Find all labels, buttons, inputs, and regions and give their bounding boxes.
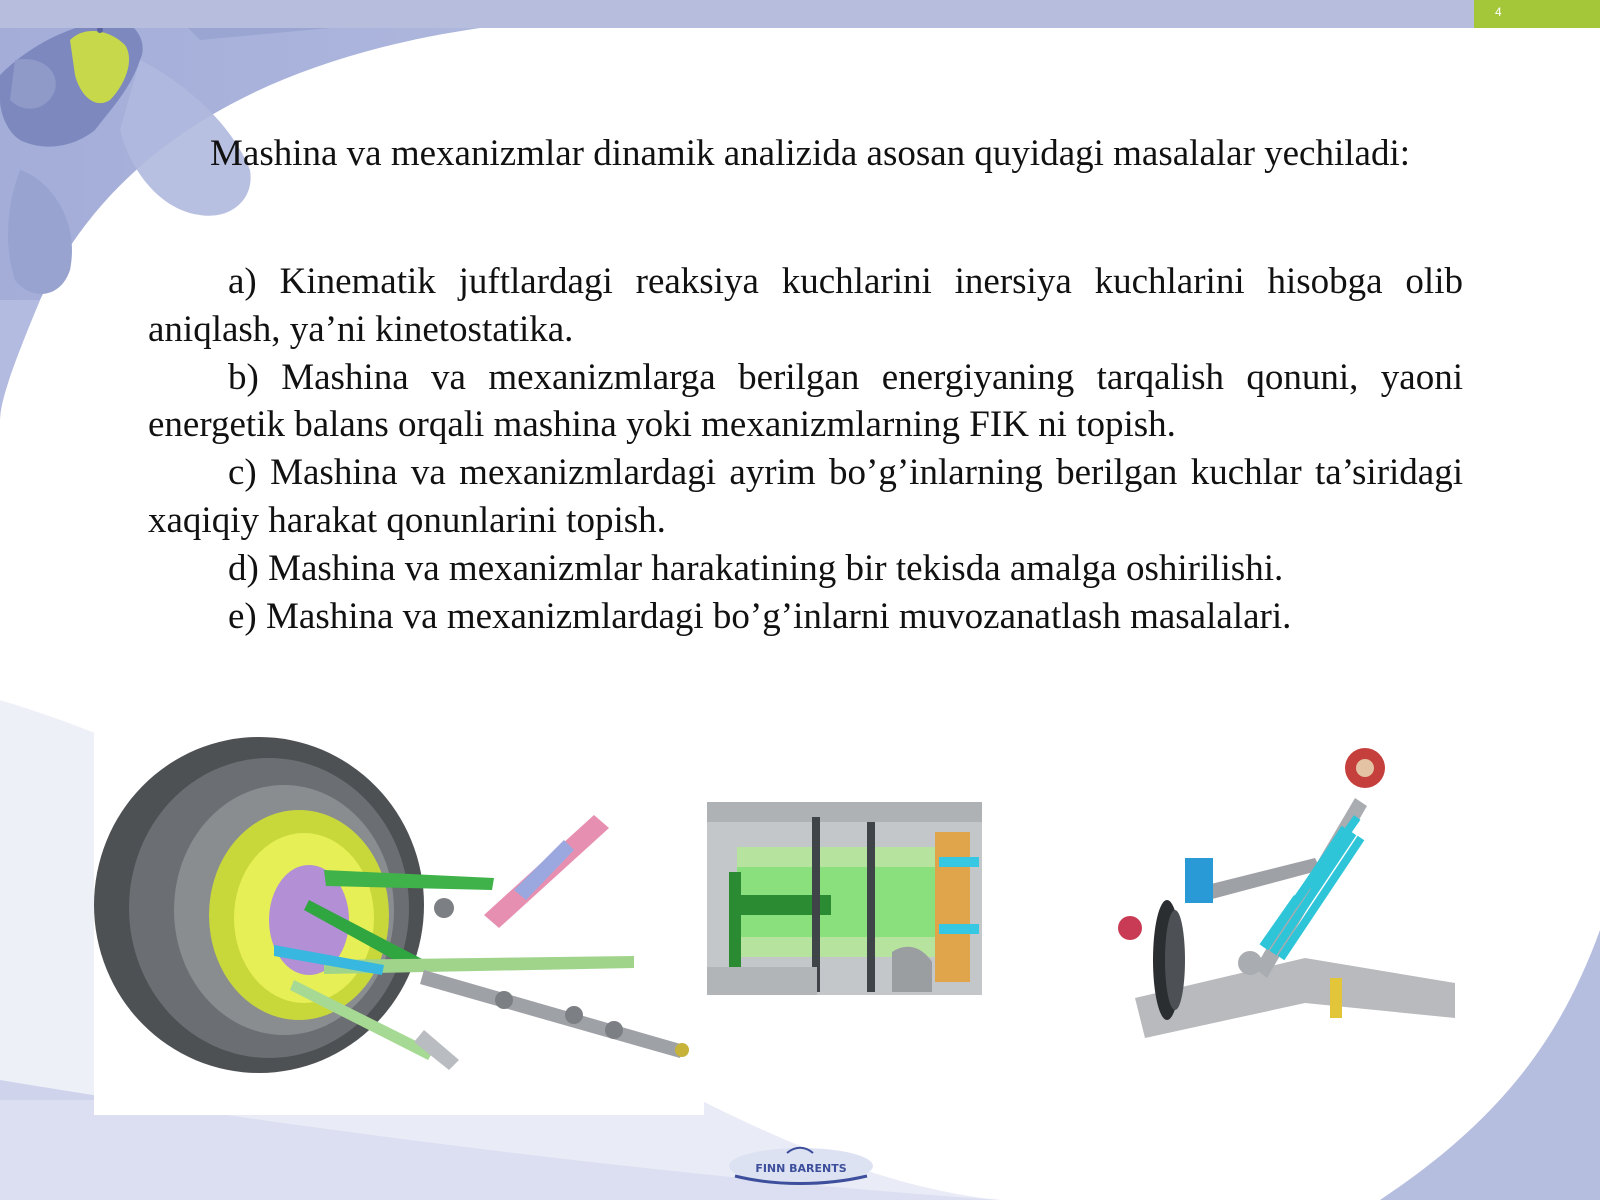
- list-item-e: e) Mashina va mexanizmlardagi bo’g’inlarni muvozanatlash masalalari.: [228, 595, 1292, 637]
- slide-body: [148, 258, 1463, 640]
- page-number-box: [1474, 0, 1600, 28]
- page-number: 4: [1495, 5, 1502, 19]
- slide-heading: Mashina va mexanizmlar dinamik analizida asosan quyidagi masalalar yechiladi:: [210, 133, 1411, 174]
- list-item-a: a) Kinematik juftlardagi reaksiya kuchlarini inersiya kuchlarini hisobga olib aniqlash, ya’ni kinetostatika.: [148, 261, 1463, 350]
- list-item-c: c) Mashina va mexanizmlardagi ayrim bo’g’inlarning berilgan kuchlar ta’siridagi xaqiqiy harakat qonunlarini topish.: [148, 452, 1463, 541]
- list-item-d: d) Mashina va mexanizmlar harakatining bir tekisda amalga oshirilishi.: [228, 547, 1284, 589]
- shock-absorber-image: [1105, 738, 1455, 1058]
- finnbarents-logo-icon: [725, 1128, 877, 1188]
- list-item-b: b) Mashina va mexanizmlarga berilgan energiyaning tarqalish qonuni, yaoni energetik balans orqali mashina yoki mexanizmlarning FIK ni topish.: [148, 356, 1463, 446]
- logo-text: FINN BARENTS: [755, 1162, 847, 1175]
- cross-section-image: [707, 802, 982, 995]
- wheel-suspension-image: [94, 730, 704, 1115]
- top-bar: [0, 0, 1600, 28]
